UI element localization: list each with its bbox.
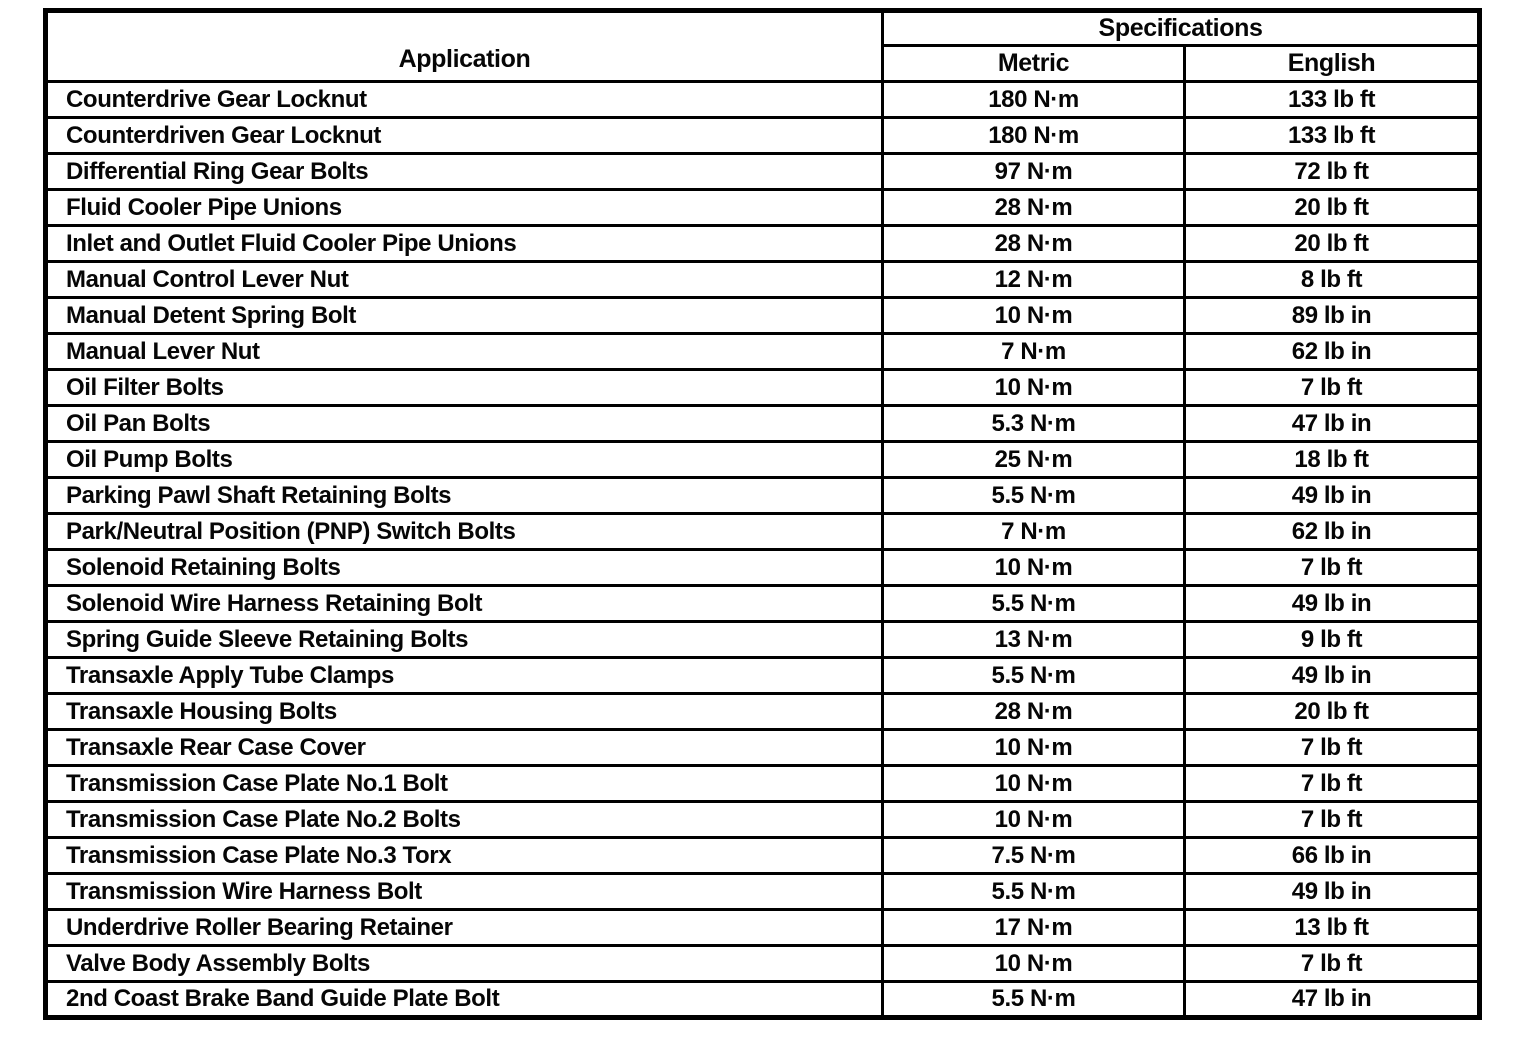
application-cell: Transaxle Rear Case Cover	[46, 730, 883, 766]
english-cell: 13 lb ft	[1185, 910, 1480, 946]
english-cell: 49 lb in	[1185, 586, 1480, 622]
application-cell: Parking Pawl Shaft Retaining Bolts	[46, 478, 883, 514]
metric-cell: 180 N·m	[883, 118, 1185, 154]
table-row	[46, 910, 1480, 946]
english-cell: 133 lb ft	[1185, 82, 1480, 118]
application-cell: Transmission Case Plate No.3 Torx	[46, 838, 883, 874]
application-cell: Transmission Case Plate No.1 Bolt	[46, 766, 883, 802]
table-row	[46, 406, 1480, 442]
table-row	[46, 694, 1480, 730]
table-row	[46, 118, 1480, 154]
table-row	[46, 730, 1480, 766]
table-row	[46, 838, 1480, 874]
english-cell: 7 lb ft	[1185, 946, 1480, 982]
application-cell: Inlet and Outlet Fluid Cooler Pipe Unions	[46, 226, 883, 262]
table-row	[46, 982, 1480, 1018]
table-row	[46, 514, 1480, 550]
english-cell: 49 lb in	[1185, 874, 1480, 910]
application-cell: Underdrive Roller Bearing Retainer	[46, 910, 883, 946]
english-cell: 7 lb ft	[1185, 802, 1480, 838]
specifications-header: Specifications	[883, 11, 1480, 46]
table-row	[46, 370, 1480, 406]
english-cell: 9 lb ft	[1185, 622, 1480, 658]
metric-cell: 5.3 N·m	[883, 406, 1185, 442]
metric-cell: 28 N·m	[883, 190, 1185, 226]
english-cell: 49 lb in	[1185, 478, 1480, 514]
english-cell: 7 lb ft	[1185, 766, 1480, 802]
english-cell: 66 lb in	[1185, 838, 1480, 874]
header-row-specifications	[46, 11, 1480, 46]
table-row	[46, 550, 1480, 586]
application-cell: Spring Guide Sleeve Retaining Bolts	[46, 622, 883, 658]
metric-cell: 7 N·m	[883, 514, 1185, 550]
english-cell: 133 lb ft	[1185, 118, 1480, 154]
metric-cell: 28 N·m	[883, 226, 1185, 262]
english-cell: 20 lb ft	[1185, 190, 1480, 226]
table-row	[46, 946, 1480, 982]
metric-cell: 10 N·m	[883, 802, 1185, 838]
table-row	[46, 802, 1480, 838]
table-row	[46, 478, 1480, 514]
application-cell: Solenoid Retaining Bolts	[46, 550, 883, 586]
metric-cell: 5.5 N·m	[883, 874, 1185, 910]
english-cell: 62 lb in	[1185, 334, 1480, 370]
english-cell: 7 lb ft	[1185, 730, 1480, 766]
torque-spec-table	[43, 8, 1482, 1020]
application-cell: Transmission Wire Harness Bolt	[46, 874, 883, 910]
application-cell: Transaxle Apply Tube Clamps	[46, 658, 883, 694]
table-row	[46, 154, 1480, 190]
metric-cell: 5.5 N·m	[883, 586, 1185, 622]
metric-cell: 5.5 N·m	[883, 658, 1185, 694]
table-row	[46, 190, 1480, 226]
english-cell: 47 lb in	[1185, 406, 1480, 442]
spec-table-body	[46, 82, 1480, 1018]
metric-header: Metric	[883, 46, 1185, 82]
table-row	[46, 334, 1480, 370]
application-cell: Manual Control Lever Nut	[46, 262, 883, 298]
metric-cell: 180 N·m	[883, 82, 1185, 118]
application-cell: Solenoid Wire Harness Retaining Bolt	[46, 586, 883, 622]
table-row	[46, 82, 1480, 118]
application-cell: Valve Body Assembly Bolts	[46, 946, 883, 982]
metric-cell: 5.5 N·m	[883, 478, 1185, 514]
table-row	[46, 298, 1480, 334]
table-row	[46, 766, 1480, 802]
english-cell: 18 lb ft	[1185, 442, 1480, 478]
english-cell: 49 lb in	[1185, 658, 1480, 694]
english-cell: 7 lb ft	[1185, 370, 1480, 406]
application-cell: Fluid Cooler Pipe Unions	[46, 190, 883, 226]
metric-cell: 5.5 N·m	[883, 982, 1185, 1018]
table-row	[46, 874, 1480, 910]
application-header: Application	[46, 11, 883, 82]
metric-cell: 12 N·m	[883, 262, 1185, 298]
metric-cell: 10 N·m	[883, 550, 1185, 586]
application-cell: Oil Pump Bolts	[46, 442, 883, 478]
english-cell: 20 lb ft	[1185, 694, 1480, 730]
english-cell: 7 lb ft	[1185, 550, 1480, 586]
table-row	[46, 226, 1480, 262]
table-row	[46, 442, 1480, 478]
metric-cell: 7.5 N·m	[883, 838, 1185, 874]
table-row	[46, 586, 1480, 622]
metric-cell: 10 N·m	[883, 370, 1185, 406]
english-cell: 8 lb ft	[1185, 262, 1480, 298]
metric-cell: 28 N·m	[883, 694, 1185, 730]
metric-cell: 10 N·m	[883, 766, 1185, 802]
application-cell: Oil Filter Bolts	[46, 370, 883, 406]
application-cell: Differential Ring Gear Bolts	[46, 154, 883, 190]
application-cell: Oil Pan Bolts	[46, 406, 883, 442]
metric-cell: 10 N·m	[883, 298, 1185, 334]
table-row	[46, 262, 1480, 298]
metric-cell: 10 N·m	[883, 730, 1185, 766]
application-cell: Transmission Case Plate No.2 Bolts	[46, 802, 883, 838]
application-cell: Counterdrive Gear Locknut	[46, 82, 883, 118]
metric-cell: 25 N·m	[883, 442, 1185, 478]
application-cell: Counterdriven Gear Locknut	[46, 118, 883, 154]
metric-cell: 97 N·m	[883, 154, 1185, 190]
metric-cell: 13 N·m	[883, 622, 1185, 658]
application-cell: Park/Neutral Position (PNP) Switch Bolts	[46, 514, 883, 550]
application-cell: Transaxle Housing Bolts	[46, 694, 883, 730]
spec-table-header	[46, 11, 1480, 82]
table-row	[46, 658, 1480, 694]
english-cell: 20 lb ft	[1185, 226, 1480, 262]
english-header: English	[1185, 46, 1480, 82]
metric-cell: 10 N·m	[883, 946, 1185, 982]
english-cell: 72 lb ft	[1185, 154, 1480, 190]
metric-cell: 17 N·m	[883, 910, 1185, 946]
english-cell: 47 lb in	[1185, 982, 1480, 1018]
application-cell: Manual Detent Spring Bolt	[46, 298, 883, 334]
table-row	[46, 622, 1480, 658]
metric-cell: 7 N·m	[883, 334, 1185, 370]
application-cell: 2nd Coast Brake Band Guide Plate Bolt	[46, 982, 883, 1018]
application-cell: Manual Lever Nut	[46, 334, 883, 370]
english-cell: 62 lb in	[1185, 514, 1480, 550]
english-cell: 89 lb in	[1185, 298, 1480, 334]
